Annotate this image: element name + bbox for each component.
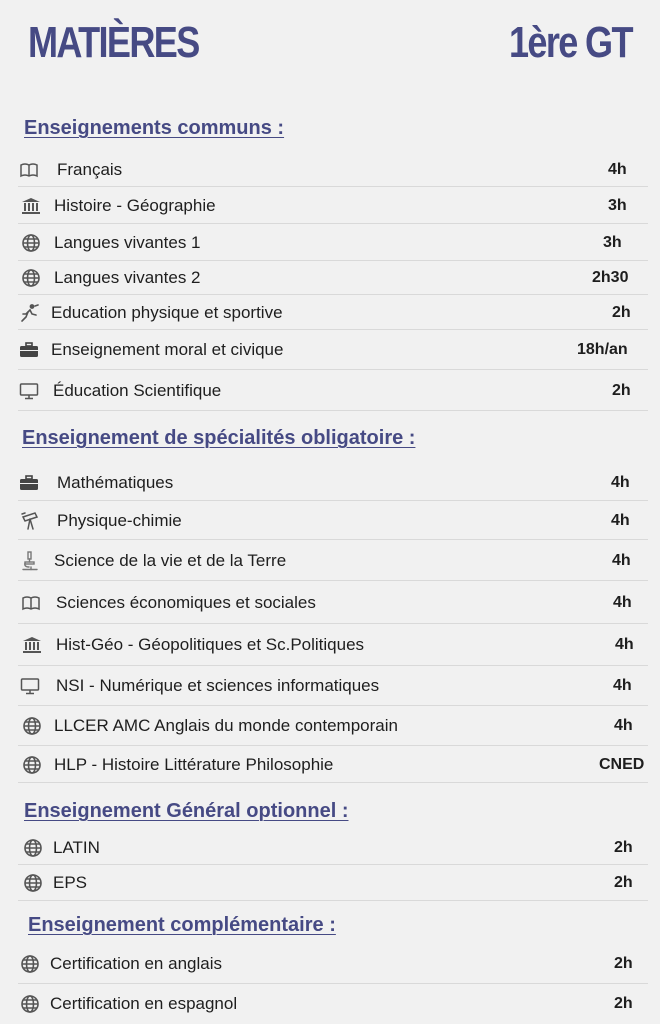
subject-row [16,224,648,261]
subject-label: Physique-chimie [57,510,182,530]
subject-label: Education physique et sportive [51,302,283,322]
subject-row [16,464,648,501]
subject-row [16,581,648,624]
subject-hours: CNED [599,755,645,773]
subject-hours: 4h [613,677,632,694]
briefcase-icon [18,472,40,494]
section-title-specialites: Enseignement de spécialités obligatoire : [22,427,416,449]
page-title: MATIÈRES [28,18,199,67]
microscope-icon [19,550,41,572]
subject-row [16,330,648,370]
subject-label: Langues vivantes 1 [54,232,201,252]
subject-hours: 4h [612,551,631,569]
subject-row [16,865,648,901]
globe-icon [22,872,44,894]
subject-label: Mathématiques [57,472,174,492]
section-title-complementaire: Enseignement complémentaire : [28,914,336,936]
subject-hours: 3h [608,196,627,214]
book-icon [18,159,40,181]
globe-icon [19,953,41,975]
subject-label: Hist-Géo - Géopolitiques et Sc.Politiques [56,635,365,654]
subject-hours: 18h/an [577,341,628,358]
subject-hours: 4h [608,160,627,178]
subject-row [16,501,648,540]
institution-icon [20,195,42,217]
globe-icon [21,754,43,776]
row-divider [18,900,648,901]
globe-icon [20,267,42,289]
subject-hours: 3h [603,233,622,251]
subject-label: Certification en anglais [50,954,222,973]
subject-hours: 4h [613,593,632,611]
subject-row [16,944,648,984]
subject-hours: 2h30 [592,269,629,286]
subject-row [16,666,648,706]
subject-label: EPS [53,873,88,892]
subject-hours: 4h [611,473,630,491]
globe-icon [19,993,41,1015]
computer-icon [18,380,40,402]
subject-hours: 4h [611,511,630,529]
subject-label: HLP - Histoire Littérature Philosophie [54,754,334,774]
subject-hours: 2h [614,874,633,891]
computer-icon [19,675,41,697]
subject-row [16,152,648,187]
subject-row [16,370,648,411]
section-title-communs: Enseignements communs : [24,117,285,139]
subject-row [16,187,648,224]
subject-row [16,261,648,295]
book-icon [20,592,42,614]
subject-hours: 2h [614,838,633,856]
running-icon [18,302,40,324]
subject-row [16,746,648,783]
subject-hours: 2h [612,303,631,321]
institution-icon [21,634,43,656]
subject-label: Langues vivantes 2 [54,268,201,287]
subject-hours: 4h [615,636,634,653]
subject-label: Science de la vie et de la Terre [54,550,287,570]
subject-hours: 2h [614,995,633,1012]
globe-icon [21,715,43,737]
subject-hours: 2h [612,381,631,399]
subject-row [16,984,648,1024]
row-divider [18,410,648,411]
globe-icon [22,837,44,859]
subject-row [16,295,648,330]
subject-label: Certification en espagnol [50,994,238,1013]
subject-label: Histoire - Géographie [54,195,216,215]
subject-label: LATIN [53,837,100,857]
briefcase-icon [18,339,40,361]
globe-icon [20,232,42,254]
subject-label: Français [57,159,123,179]
subject-label: LLCER AMC Anglais du monde contemporain [54,716,398,735]
subject-label: Sciences économiques et sociales [56,592,316,612]
row-divider [18,782,648,783]
section-title-optionnel: Enseignement Général optionnel : [24,800,349,822]
subject-hours: 4h [614,717,633,734]
subject-row [16,540,648,581]
subject-label: Éducation Scientifique [53,380,222,400]
subject-row [16,830,648,865]
subject-row [16,624,648,666]
subject-hours: 2h [614,955,633,972]
subject-label: NSI - Numérique et sciences informatiques [56,676,380,695]
telescope-icon [19,510,41,532]
class-label: 1ère GT [509,18,632,67]
subject-row [16,706,648,746]
subject-label: Enseignement moral et civique [51,340,284,359]
